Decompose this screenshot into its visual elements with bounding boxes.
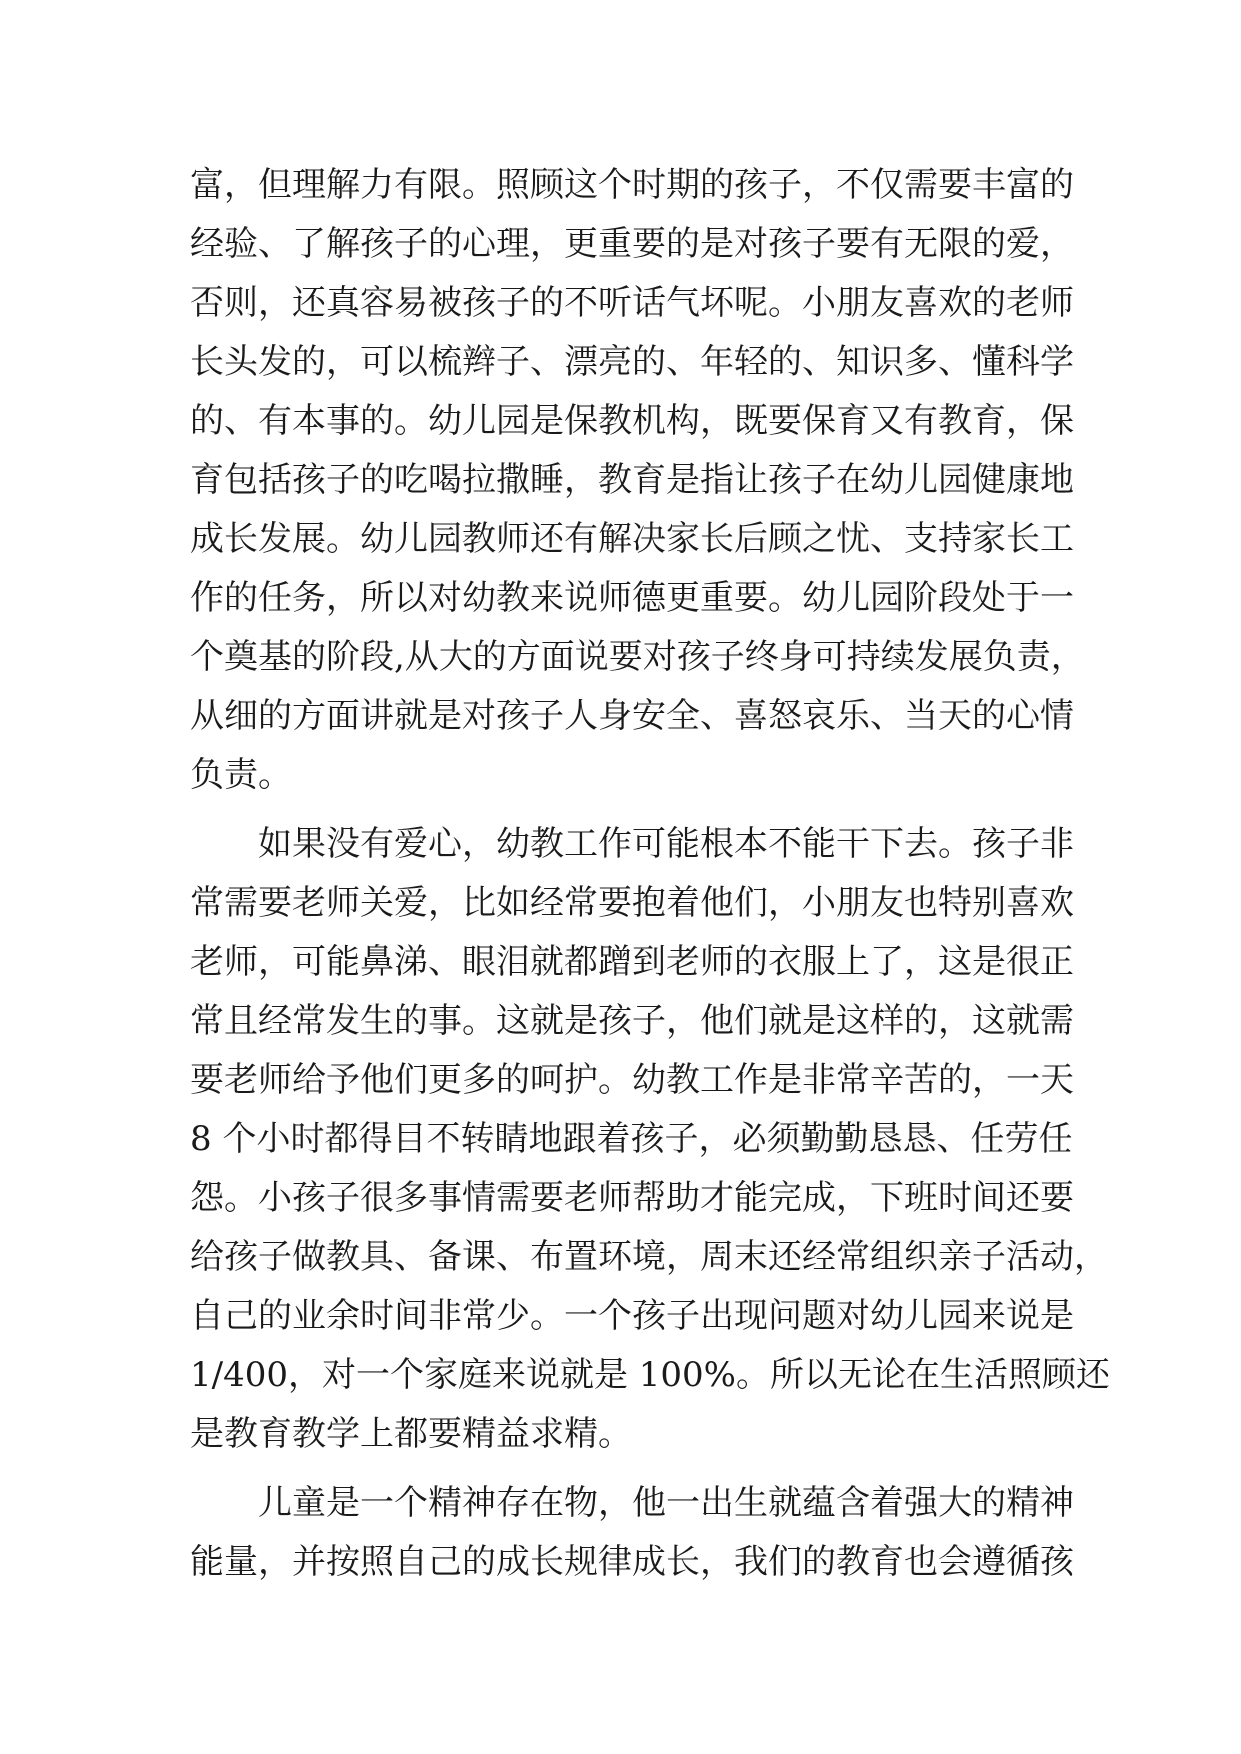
text-line: 的、有本事的。幼儿园是保教机构，既要保育又有教育，保 [190, 401, 1074, 441]
text-line: 长头发的，可以梳辫子、漂亮的、年轻的、知识多、懂科学 [190, 342, 1074, 382]
text-line: 是教育教学上都要精益求精。 [190, 1414, 632, 1454]
text-line: 否则，还真容易被孩子的不听话气坏呢。小朋友喜欢的老师 [190, 283, 1074, 323]
text-line: 育包括孩子的吃喝拉撒睡，教育是指让孩子在幼儿园健康地 [190, 460, 1074, 500]
text-line: 老师，可能鼻涕、眼泪就都蹭到老师的衣服上了，这是很正 [190, 942, 1074, 982]
text-line: 成长发展。幼儿园教师还有解决家长后顾之忧、支持家长工 [190, 519, 1074, 559]
text-line: 个奠基的阶段,从大的方面说要对孩子终身可持续发展负责， [190, 637, 1085, 677]
paragraph [190, 815, 1110, 1464]
text-line: 自己的业余时间非常少。一个孩子出现问题对幼儿园来说是 [190, 1296, 1074, 1336]
text-line: 能量，并按照自己的成长规律成长，我们的教育也会遵循孩 [190, 1542, 1074, 1582]
text-line: 给孩子做教具、备课、布置环境，周末还经常组织亲子活动， [190, 1237, 1108, 1277]
text-line: 儿童是一个精神存在物，他一出生就蕴含着强大的精神 [258, 1483, 1074, 1523]
text-line: 从细的方面讲就是对孩子人身安全、喜怒哀乐、当天的心情 [190, 696, 1074, 736]
text-line: 常需要老师关爱，比如经常要抱着他们，小朋友也特别喜欢 [190, 883, 1074, 923]
text-line: 富，但理解力有限。照顾这个时期的孩子，不仅需要丰富的 [190, 165, 1074, 205]
text-line: 要老师给予他们更多的呵护。幼教工作是非常辛苦的，一天 [190, 1060, 1074, 1100]
document-body [190, 156, 1110, 1592]
paragraph [190, 1474, 1074, 1592]
text-line: 作的任务，所以对幼教来说师德更重要。幼儿园阶段处于一 [190, 578, 1074, 618]
text-line: 经验、了解孩子的心理，更重要的是对孩子要有无限的爱， [190, 224, 1074, 264]
text-line: 8 个小时都得目不转睛地跟着孩子，必须勤勤恳恳、任劳任 [190, 1119, 1073, 1159]
text-line: 如果没有爱心，幼教工作可能根本不能干下去。孩子非 [258, 824, 1074, 864]
text-line: 怨。小孩子很多事情需要老师帮助才能完成，下班时间还要 [190, 1178, 1074, 1218]
text-line: 负责。 [190, 755, 292, 795]
paragraph [190, 156, 1085, 805]
text-line: 常且经常发生的事。这就是孩子，他们就是这样的，这就需 [190, 1001, 1074, 1041]
text-line: 1/400，对一个家庭来说就是 100%。所以无论在生活照顾还 [190, 1355, 1110, 1395]
